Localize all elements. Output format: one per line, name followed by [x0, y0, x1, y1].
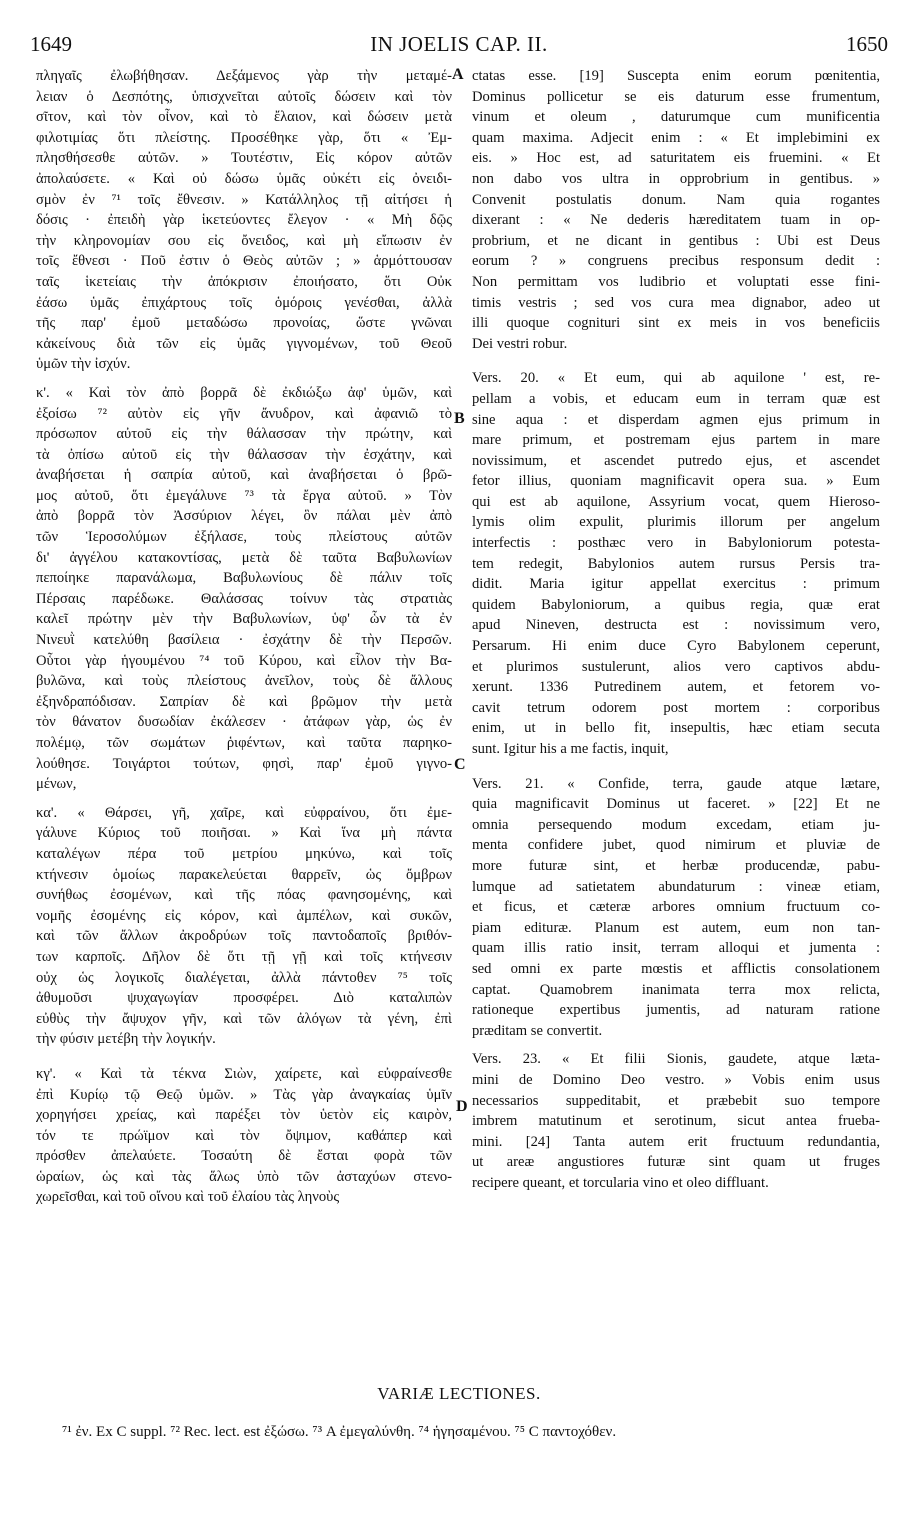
paragraph-gap: [36, 375, 452, 383]
greek-text-line: φιλοτιμίας ὅτι πλείστης. Προσέθηκε γὰρ, ὅτι « Ἐμ-: [36, 129, 452, 146]
latin-column: [472, 66, 880, 1193]
paragraph-gap: [36, 795, 452, 803]
greek-text-line: κ'. « Καὶ τὸν ἀπὸ βορρᾶ δὲ ἐκδιώξω ἀφ' ὑμῶν, καὶ: [36, 384, 452, 401]
latin-text-line: quidem Babyloniorum, a quibus regia, quæ erat: [472, 596, 880, 613]
latin-text-line: sed omni ex parte mœstis et afflictis consolationem: [472, 960, 880, 977]
greek-text-line: πληγαῖς ἐλωβήθησαν. Δεξάμενος γὰρ τὴν μεταμέ-: [36, 68, 452, 84]
latin-text-line: quam illis ratio insit, terram alloqui et jumenta :: [472, 940, 880, 957]
latin-text-line: enim, ut in bello fit, insepultis, hæc etiam secuta: [472, 720, 880, 737]
greek-text-line: λειαν ὁ Δεσπότης, ὑπισχνεῖται αὐτοῖς δώσειν καὶ τὸν: [36, 88, 452, 105]
greek-text-line: τὴν κληρονομίαν σου εἰς ὄνειδος, καὶ μὴ εἴπωσιν ἐν: [36, 232, 452, 249]
paragraph-gap: [472, 760, 880, 774]
margin-letter-a: A: [452, 66, 464, 83]
latin-text-line: Non permittam vos ludibrio et voluptati esse fini-: [472, 273, 880, 290]
latin-text-line: novissimum, et ascendet putredo ejus, et ascendet: [472, 452, 880, 469]
greek-text-line: δι' ἀγγέλου κατακοντίσας, μετὰ δὲ ταῦτα Βαβυλωνίων: [36, 549, 452, 566]
column-number-right: 1650: [846, 32, 888, 56]
greek-text-line: ἐάσω ὑμᾶς ἐπιχάρτους τοῖς ὁμόροις γενέσθαι, ἀλλὰ: [36, 294, 452, 311]
greek-text-line: σῖτον, καὶ τὸν οἶνον, καὶ τὸ ἔλαιον, καὶ δώσειν μετὰ: [36, 109, 452, 126]
latin-text-line: qui est ab aquilone, Assyrium vocat, quem Hieroso-: [472, 493, 880, 510]
greek-text-line: κἀκείνους διὰ τῶν εἰς ὑμᾶς γιγνομένων, τοῦ Θεοῦ: [36, 335, 452, 352]
greek-text-line: τοῖς ἔθνεσι · Ποῦ ἐστιν ὁ Θεὸς αὐτῶν ; » ἁρμόττουσαν: [36, 253, 452, 270]
latin-text-line: dixerant : « Ne dederis hæreditatem tuam in op-: [472, 212, 880, 229]
latin-text-line: Convenit postulatis donum. Nam quia rogantes: [472, 191, 880, 208]
latin-text-line: eis. » Hoc est, ad saturitatem eis fruemini. « Et: [472, 150, 880, 167]
latin-text-line: cavit tetrum odorem post mortem : corporibus: [472, 699, 880, 716]
page-header: [30, 32, 888, 56]
greek-text-line: καταλέγων πέρα τοῦ μετρίου μηκύνω, καὶ τοῖς: [36, 845, 452, 862]
latin-text-line: sine aqua : et disperdam agmen ejus primum in: [472, 411, 880, 428]
greek-text-line: των καρποῖς. Δῆλον δὲ ὅτι τῇ γῇ καὶ τοῖς κτήνεσιν: [36, 948, 452, 965]
latin-text-line: quam maxima. Adjecit enim : « Et implebimini ex: [472, 129, 880, 146]
latin-text-line: Vers. 23. « Et filii Sionis, gaudete, atque læta-: [472, 1051, 880, 1068]
greek-text-line: πρόσωπον αὐτοῦ εἰς τὴν θάλασσαν τὴν πρώτην, καὶ: [36, 426, 452, 443]
greek-text-line: τόν τε πρώϊμον καὶ τὸν ὄψιμον, καθάπερ καὶ: [36, 1127, 452, 1144]
latin-text-line: ut areæ angustiores futuræ sint quam ut fruges: [472, 1154, 880, 1171]
latin-text-line: piam edituræ. Planum est autem, eum non tan-: [472, 919, 880, 936]
latin-text-line: vinum et oleum , daturumque cum munificentia: [472, 109, 880, 126]
running-title: IN JOELIS CAP. II.: [370, 32, 548, 56]
paragraph-gap: [36, 1050, 452, 1064]
latin-text-line: Persarum. Hi enim duce Cyro Babylonem ceperunt,: [472, 638, 880, 655]
latin-text-line: eorum ? » congruens precibus responsum dedit :: [472, 253, 880, 270]
latin-text-line: et ficus, et cæteræ arbores omnium fructuum co-: [472, 899, 880, 916]
paragraph-gap: [472, 354, 880, 368]
greek-text-line: χορηγήσει χρείας, καὶ παρέξει τὸν ὑετὸν εἰς καιρὸν,: [36, 1107, 452, 1124]
latin-text-line: Dominus pollicetur se eis daturum esse frumentum,: [472, 88, 880, 105]
greek-text-line: τῶν Ἱεροσολύμων ἐξήλασε, τοὺς πλείστους αὐτῶν: [36, 529, 452, 546]
greek-text-line: οὐχ ὡς λογικοῖς διαλέγεται, ἀλλὰ πάντοθεν ⁷⁵ τοῖς: [36, 969, 452, 986]
latin-text-line: rationeque expertibus jumentis, ad naturam ratione: [472, 1002, 880, 1019]
latin-text-line: mini de Domino Deo vestro. » Vobis enim usus: [472, 1071, 880, 1088]
latin-text-line: apud Nineven, destructa est : novissimum vero,: [472, 617, 880, 634]
greek-column: [36, 66, 452, 1208]
variae-lectiones-title: VARIÆ LECTIONES.: [377, 1384, 541, 1403]
latin-text-line: timis vestris ; sed vos cura mea dignabor, adeo ut: [472, 294, 880, 311]
greek-text-line: βυλῶνα, καὶ τοὺς πλείστους ἀνεῖλον, τοὺς δὲ ἄλλους: [36, 673, 452, 690]
greek-text-line: Οὗτοι γὰρ ἡγουμένου ⁷⁴ τοῦ Κύρου, καὶ εἷλον τὴν Βα-: [36, 652, 452, 669]
greek-text-line: τῆς παρ' ἐμοῦ μεταδώσω προνοίας, ὥστε γνῶναι: [36, 315, 452, 332]
latin-text-line: ctatas esse. [19] Suscepta enim eorum pœnitentia,: [472, 68, 880, 84]
latin-text-line: fetor illius, quoniam magnificavit opera sua. » Eum: [472, 473, 880, 490]
greek-text-line: σμὸν ἐν ⁷¹ τοῖς ἔθνεσιν. » Κατάλληλος τῇ αἰτήσει ἡ: [36, 191, 452, 208]
greek-text-line: μένων,: [36, 776, 77, 793]
margin-letter-d: D: [456, 1098, 468, 1115]
latin-text-line: didit. Maria igitur appellat exercitus : primum: [472, 576, 880, 593]
greek-text-line: πρόσθεν ἀπελαύετε. Τοσαύτη δὲ ἔσται φορὰ τῶν: [36, 1148, 452, 1165]
latin-text-line: xerunt. 1336 Putredinem autem, et fetorem vo-: [472, 679, 880, 696]
latin-text-line: Vers. 20. « Et eum, qui ab aquilone ' est, re-: [472, 370, 880, 387]
greek-text-line: μος αὐτοῦ, ὅτι ἐμεγάλυνε ⁷³ τὰ ἔργα αὐτοῦ. » Τὸν: [36, 487, 452, 504]
latin-text-line: pellam a vobis, et educam eum in terram quæ est: [472, 390, 880, 407]
greek-text-line: τὸν θάνατον δυσωδίαν ἐκάλεσεν · ἀτάφων γὰρ, ὡς ἐν: [36, 714, 452, 731]
latin-text-line: mini. [24] Tanta autem erit fructuum redundantia,: [472, 1133, 880, 1150]
latin-text-line: lymis olim expulit, plurimis illorum per angelum: [472, 514, 880, 531]
greek-text-line: πολέμῳ, τῶν σωμάτων ῥιφέντων, καὶ ταῦτα παρηκο-: [36, 735, 452, 751]
greek-text-line: νομῆς ἐσομένης εἰς κόρον, καὶ ἀμπέλων, καὶ συκῶν,: [36, 907, 452, 924]
variae-lectiones-notes: ⁷¹ ἐν. Ex C suppl. ⁷² Rec. lect. est ἐξώσω. ⁷³ A ἐμεγαλύνθη. ⁷⁴ ἡγησαμένου. ⁷⁵ C παντοχόθεν.: [62, 1424, 617, 1440]
margin-letter-b: B: [454, 410, 465, 427]
margin-letter-c: C: [454, 756, 466, 773]
latin-text-line: captat. Quamobrem inanimata terra mox relicta,: [472, 981, 880, 998]
latin-text-line: quia magnificavit Dominus ut faceret. » [22] Et ne: [472, 796, 880, 813]
greek-text-line: Πέρσαις παρέδωκε. Θαλάσσας τοίνυν τὰς στρατιὰς: [36, 590, 452, 607]
latin-text-line: præditam se convertit.: [472, 1022, 603, 1039]
greek-text-line: τὰ ὀπίσω αὐτοῦ εἰς τὴν θάλασσαν τὴν ἐσχάτην, καὶ: [36, 446, 452, 463]
greek-text-line: ἀπολαύσετε. « Καὶ οὐ δώσω ὑμᾶς οὐκέτι εἰς ὀνειδι-: [36, 170, 452, 187]
latin-text-line: lumque ad satietatem abundaturum : vineæ etiam,: [472, 878, 880, 895]
latin-text-line: tem redegit, Babylonios autem rursus Persis tra-: [472, 555, 880, 572]
latin-text-line: imbrem matutinum et serotinum, sicut antea frueba-: [472, 1113, 880, 1130]
latin-text-line: sunt. Igitur his a me factis, inquit,: [472, 741, 669, 757]
latin-text-line: Dei vestri robur.: [472, 335, 568, 352]
latin-text-line: et plurimos sustulerunt, alios vero captivos abdu-: [472, 658, 880, 675]
greek-text-line: κα'. « Θάρσει, γῆ, χαῖρε, καὶ εὐφραίνου, ὅτι ἐμε-: [36, 804, 452, 821]
latin-text-line: omnia persequendo modum excedam, etiam ju-: [472, 816, 880, 833]
greek-text-line: ὡραίων, ὡς καὶ τὰς ἅλως ὑπὸ τῶν ἀσταχύων στενο-: [36, 1168, 452, 1185]
greek-text-line: ἀπὸ βορρᾶ τὸν Ἀσσύριον λέγει, ὃν πάλαι μὲν ἀπὸ: [36, 508, 452, 525]
greek-text-line: πεποίηκε παρανάλωμα, Βαβυλωνίους δὲ πάλιν τοῖς: [36, 570, 452, 587]
latin-text-line: Vers. 21. « Confide, terra, gaude atque lætare,: [472, 775, 880, 792]
greek-text-line: ὑμῶν τὴν ἰσχύν.: [36, 356, 131, 373]
greek-text-line: ἀθυμοῦσι ψυχαγωγίαν προσφέρει. Διὸ καταλιπὼν: [36, 990, 452, 1007]
greek-text-line: πλησθήσεσθε αὐτῶν. » Τουτέστιν, Εἰς κόρον αὐτῶν: [36, 150, 452, 167]
greek-text-line: Νινευῒ κατελύθη βασίλεια · ἐσχάτην δὲ τὴν Περσῶν.: [36, 632, 452, 649]
column-number-left: 1649: [30, 32, 72, 56]
greek-text-line: καλεῖ πρώτην μὲν τὴν Βαβυλωνίων, ὑφ' ὧν τὰ ἐν: [36, 611, 452, 628]
latin-text-line: recipere queant, et torcularia vino et oleo diffluant.: [472, 1174, 769, 1191]
greek-text-line: ἐξοίσω ⁷² αὐτὸν εἰς γῆν ἄνυδρον, καὶ ἀφανιῶ τὸ: [36, 405, 452, 422]
latin-text-line: more futuræ sint, et herbæ producendæ, pabu-: [472, 857, 880, 874]
greek-text-line: δόσις · ἐπειδὴ γὰρ ἱκετεύοντες ἔλεγον · « Μὴ δῷς: [36, 212, 452, 229]
greek-text-line: χωρεῖσθαι, καὶ τοῦ οἴνου καὶ τοῦ ἐλαίου τὰς ληνοὺς: [36, 1189, 340, 1206]
paragraph-gap: [472, 1041, 880, 1049]
greek-text-line: γάλυνε Κύριος τοῦ ποιῆσαι. » Καὶ ἵνα μὴ πάντα: [36, 825, 452, 842]
latin-text-line: necessarios suppeditabit, et præbebit suo tempore: [472, 1092, 880, 1109]
greek-text-line: συνήθως ἐσομένων, καὶ τῆς πόας φανησομένης, καὶ: [36, 887, 452, 904]
greek-text-line: ταῖς ἱκετείαις τὴν ἀπόκρισιν ἐποιήσατο, ὅτι Οὐκ: [36, 273, 452, 290]
greek-text-line: ἐξηνδραπόδισαν. Σαπρίαν δὲ καὶ βρῶμον τὴν μετὰ: [36, 693, 452, 710]
greek-text-line: λούθησε. Τοιγάρτοι τούτων, φησὶ, παρ' ἐμοῦ γιγνο-: [36, 755, 452, 772]
greek-text-line: ἀναβήσεται ἡ σαπρία αὐτοῦ, καὶ ἀναβήσεται ὁ βρῶ-: [36, 467, 452, 484]
greek-text-line: κτήνεσιν ὁμοίως παρακελεύεται θαρρεῖν, ὡς ὄμβρων: [36, 866, 452, 883]
latin-text-line: non dabo vos ultra in opprobrium in gentibus. »: [472, 170, 880, 187]
greek-text-line: τὴν φύσιν μετέβη τὴν λογικήν.: [36, 1031, 216, 1048]
latin-text-line: mare primum, et postremam ejus partem in mare: [472, 432, 880, 449]
greek-text-line: κγ'. « Καὶ τὰ τέκνα Σιὼν, χαίρετε, καὶ εὐφραίνεσθε: [36, 1065, 452, 1082]
greek-text-line: ἐπὶ Κυρίῳ τῷ Θεῷ ὑμῶν. » Τὰς γὰρ ἀναγκαίας ὑμῖν: [36, 1086, 452, 1103]
greek-text-line: εὐθὺς τὴν ἄψυχον γῆν, καὶ τῶν ἀλόγων τὰ γένη, ἐπὶ: [36, 1010, 452, 1027]
latin-text-line: illi quoque cognituri sint ex meis in vos beneficiis: [472, 315, 880, 332]
latin-text-line: probrium, et ne dicant in gentibus : Ubi est Deus: [472, 232, 880, 249]
latin-text-line: interfectis : posthæc vero in Babyloniorum potesta-: [472, 535, 880, 552]
latin-text-line: menta confidere jubet, quod nimirum et pluviæ de: [472, 837, 880, 854]
greek-text-line: καὶ τῶν ἄλλων ἀκροδρύων τοῖς παντοδαποῖς βριθόν-: [36, 928, 452, 945]
